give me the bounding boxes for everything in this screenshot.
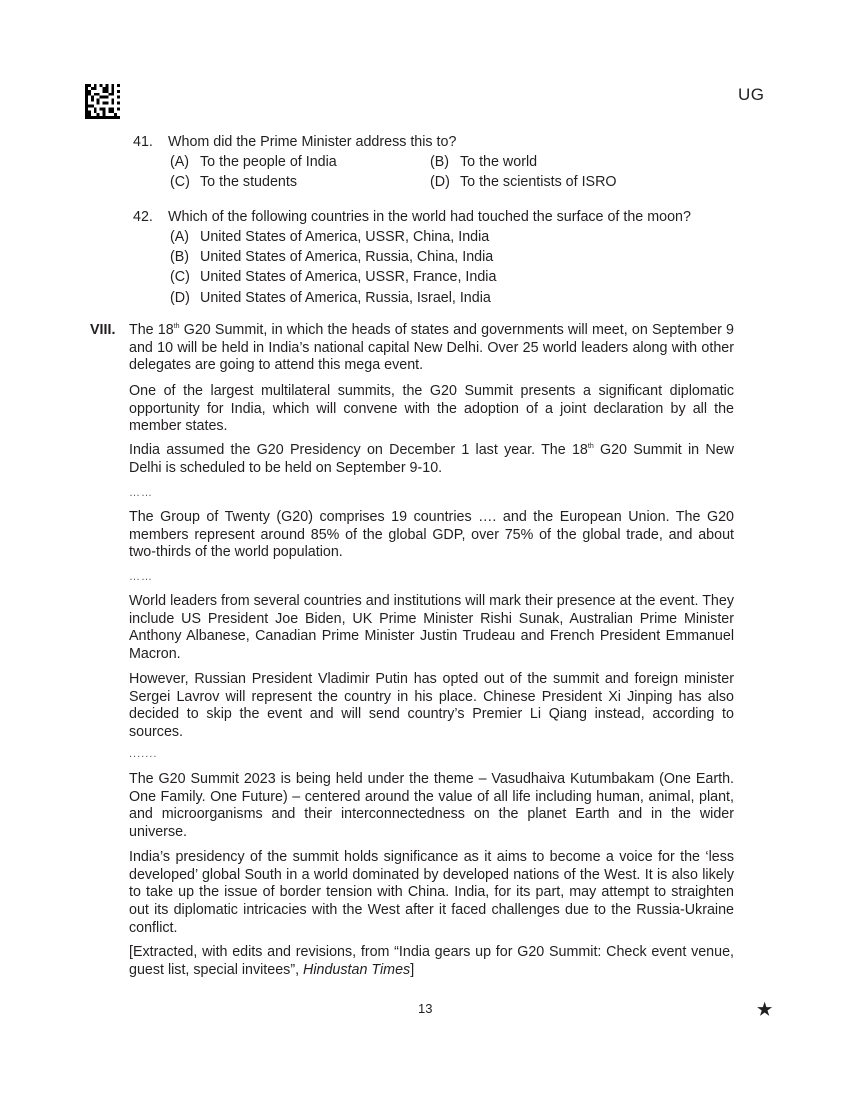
question-number: 41. bbox=[133, 134, 153, 150]
paragraph-4: The Group of Twenty (G20) comprises 19 countries …. and the European Union. The G20 members represent around 85% of the global GDP, over 75% of the global trade, and about two-thirds of the world population. bbox=[129, 509, 734, 561]
paper-code: UG bbox=[738, 85, 765, 104]
ellipsis: …… bbox=[129, 571, 153, 583]
ellipsis: ....... bbox=[129, 748, 158, 760]
paragraph-1: The 18th G20 Summit, in which the heads of states and governments will meet, on September 9 and 10 will be held in India’s national capital New Delhi. Over 25 world leaders along with other delegates are going to attend this mega event. bbox=[129, 322, 734, 374]
paragraph-3: India assumed the G20 Presidency on December 1 last year. The 18th G20 Summit in New Delhi is scheduled to be held on September 9-10. bbox=[129, 442, 734, 476]
question-number: 42. bbox=[133, 209, 153, 225]
paragraph-2: One of the largest multilateral summits, the G20 Summit presents a significant diplomatic opportunity for India, which will convene with the adoption of a joint declaration by all the member states. bbox=[129, 383, 734, 435]
question-text: Whom did the Prime Minister address this to? bbox=[168, 134, 457, 150]
option-c: (C) United States of America, USSR, France, India bbox=[170, 269, 497, 285]
barcode-icon bbox=[84, 84, 121, 119]
options-row-1 bbox=[170, 152, 537, 172]
paragraph-5: World leaders from several countries and institutions will mark their presence at the event. They include US President Joe Biden, UK Prime Minister Rishi Sunak, Australian Prime Minister Anthony Albanese, Canadian Prime Minister Justin Trudeau and French President Emmanuel Macron. bbox=[129, 593, 734, 663]
paragraph-7: The G20 Summit 2023 is being held under the theme – Vasudhaiva Kutumbakam (One Earth. One Family. One Future) – centered around the value of all life including human, animal, plant, and microorganisms and their interconnectedness on the planet Earth and in the wider universe. bbox=[129, 771, 734, 841]
source-citation: [Extracted, with edits and revisions, from “India gears up for G20 Summit: Check event venue, guest list, special invitees”, Hindustan Times] bbox=[129, 944, 734, 978]
option-b: (B) United States of America, Russia, China, India bbox=[170, 249, 494, 265]
ellipsis: …… bbox=[129, 487, 153, 499]
star-icon: ★ bbox=[757, 1000, 773, 1019]
option-a: (A) United States of America, USSR, China, India bbox=[170, 229, 490, 245]
options-row-2 bbox=[170, 172, 617, 192]
option-a: (A) To the people of India bbox=[170, 154, 337, 170]
section-label: VIII. bbox=[90, 322, 116, 338]
question-text: Which of the following countries in the world had touched the surface of the moon? bbox=[168, 209, 691, 225]
option-b: (B) To the world bbox=[430, 154, 538, 170]
paragraph-8: India’s presidency of the summit holds significance as it aims to become a voice for the ‘less developed’ global South in a world dominated by developed nations of the West. It is also likely to take up the issue of border tension with China. India, for its part, may attempt to straighten out its diplomatic intricacies with the West after it faced challenges due to the Russia-Ukraine conflict. bbox=[129, 849, 734, 936]
question-41 bbox=[133, 132, 456, 152]
paragraph-6: However, Russian President Vladimir Putin has opted out of the summit and foreign minister Sergei Lavrov will represent the country in his place. Chinese President Xi Jinping has also decided to skip the event and will send country’s Premier Li Qiang instead, according to sources. bbox=[129, 671, 734, 741]
question-42 bbox=[133, 207, 691, 227]
option-c: (C) To the students bbox=[170, 174, 297, 190]
option-d: (D) To the scientists of ISRO bbox=[430, 174, 617, 190]
page-number: 13 bbox=[418, 1001, 433, 1016]
option-d: (D) United States of America, Russia, Israel, India bbox=[170, 290, 491, 306]
